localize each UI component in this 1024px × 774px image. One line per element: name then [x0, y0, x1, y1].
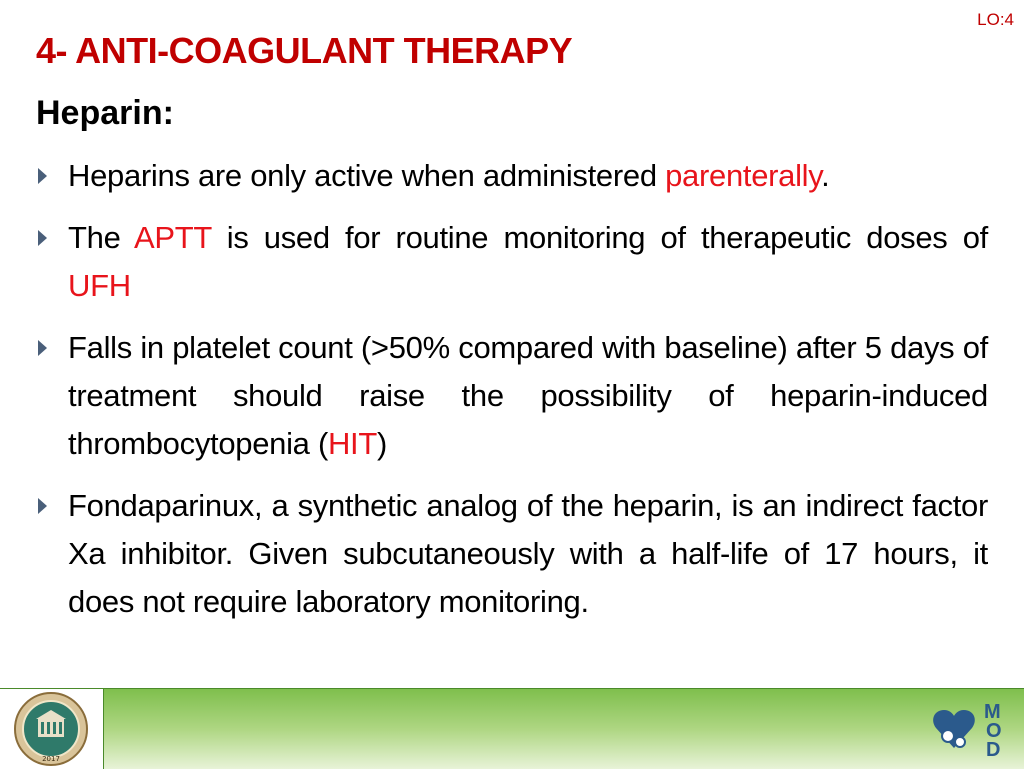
bullet-text: is used for routine monitoring of therapeutic doses of [211, 220, 988, 255]
logo-letter-d: D [986, 739, 1001, 761]
bullet-text: The [68, 220, 135, 255]
bullet-text: Fondaparinux, a synthetic analog of the heparin, is an indirect factor Xa inhibitor. Given subcutaneously with a half-life of 17 hours, it does not require laboratory monitoring. [68, 488, 988, 619]
slide-title: 4- ANTI-COAGULANT THERAPY [36, 30, 573, 71]
bullet-text: ) [377, 426, 388, 461]
section-heading: Heparin: [36, 94, 174, 132]
bullet-text: Heparins are only active when administered [68, 158, 666, 193]
logo-letter-m: M [984, 701, 1001, 723]
mod-logo-icon [926, 698, 1010, 762]
highlight-term: UFH [68, 268, 131, 303]
bullet-item [36, 214, 988, 310]
bullet-arrow-icon [38, 498, 47, 514]
bullet-text: . [821, 158, 830, 193]
highlight-term: HIT [327, 426, 378, 461]
logo-letter-o: O [986, 720, 1002, 742]
university-logo [0, 688, 104, 769]
highlight-term: APTT [134, 220, 212, 255]
bullet-list [36, 152, 988, 640]
bullet-item [36, 324, 988, 468]
bullet-arrow-icon [38, 230, 47, 246]
footer-band [0, 688, 1024, 769]
bullet-text: Falls in platelet count (>50% compared with baseline) after 5 days of treatment should raise the possibility of heparin-induced thrombocytopenia ( [68, 330, 988, 461]
bullet-arrow-icon [38, 168, 47, 184]
highlight-term: parenterally [665, 158, 822, 193]
bullet-item [36, 152, 988, 200]
mod-logo [926, 698, 1010, 762]
seal-year: 2017 [42, 755, 60, 763]
bullet-item [36, 482, 988, 626]
bullet-arrow-icon [38, 340, 47, 356]
lo-tag: LO:4 [977, 10, 1014, 29]
university-seal-icon [0, 689, 103, 769]
